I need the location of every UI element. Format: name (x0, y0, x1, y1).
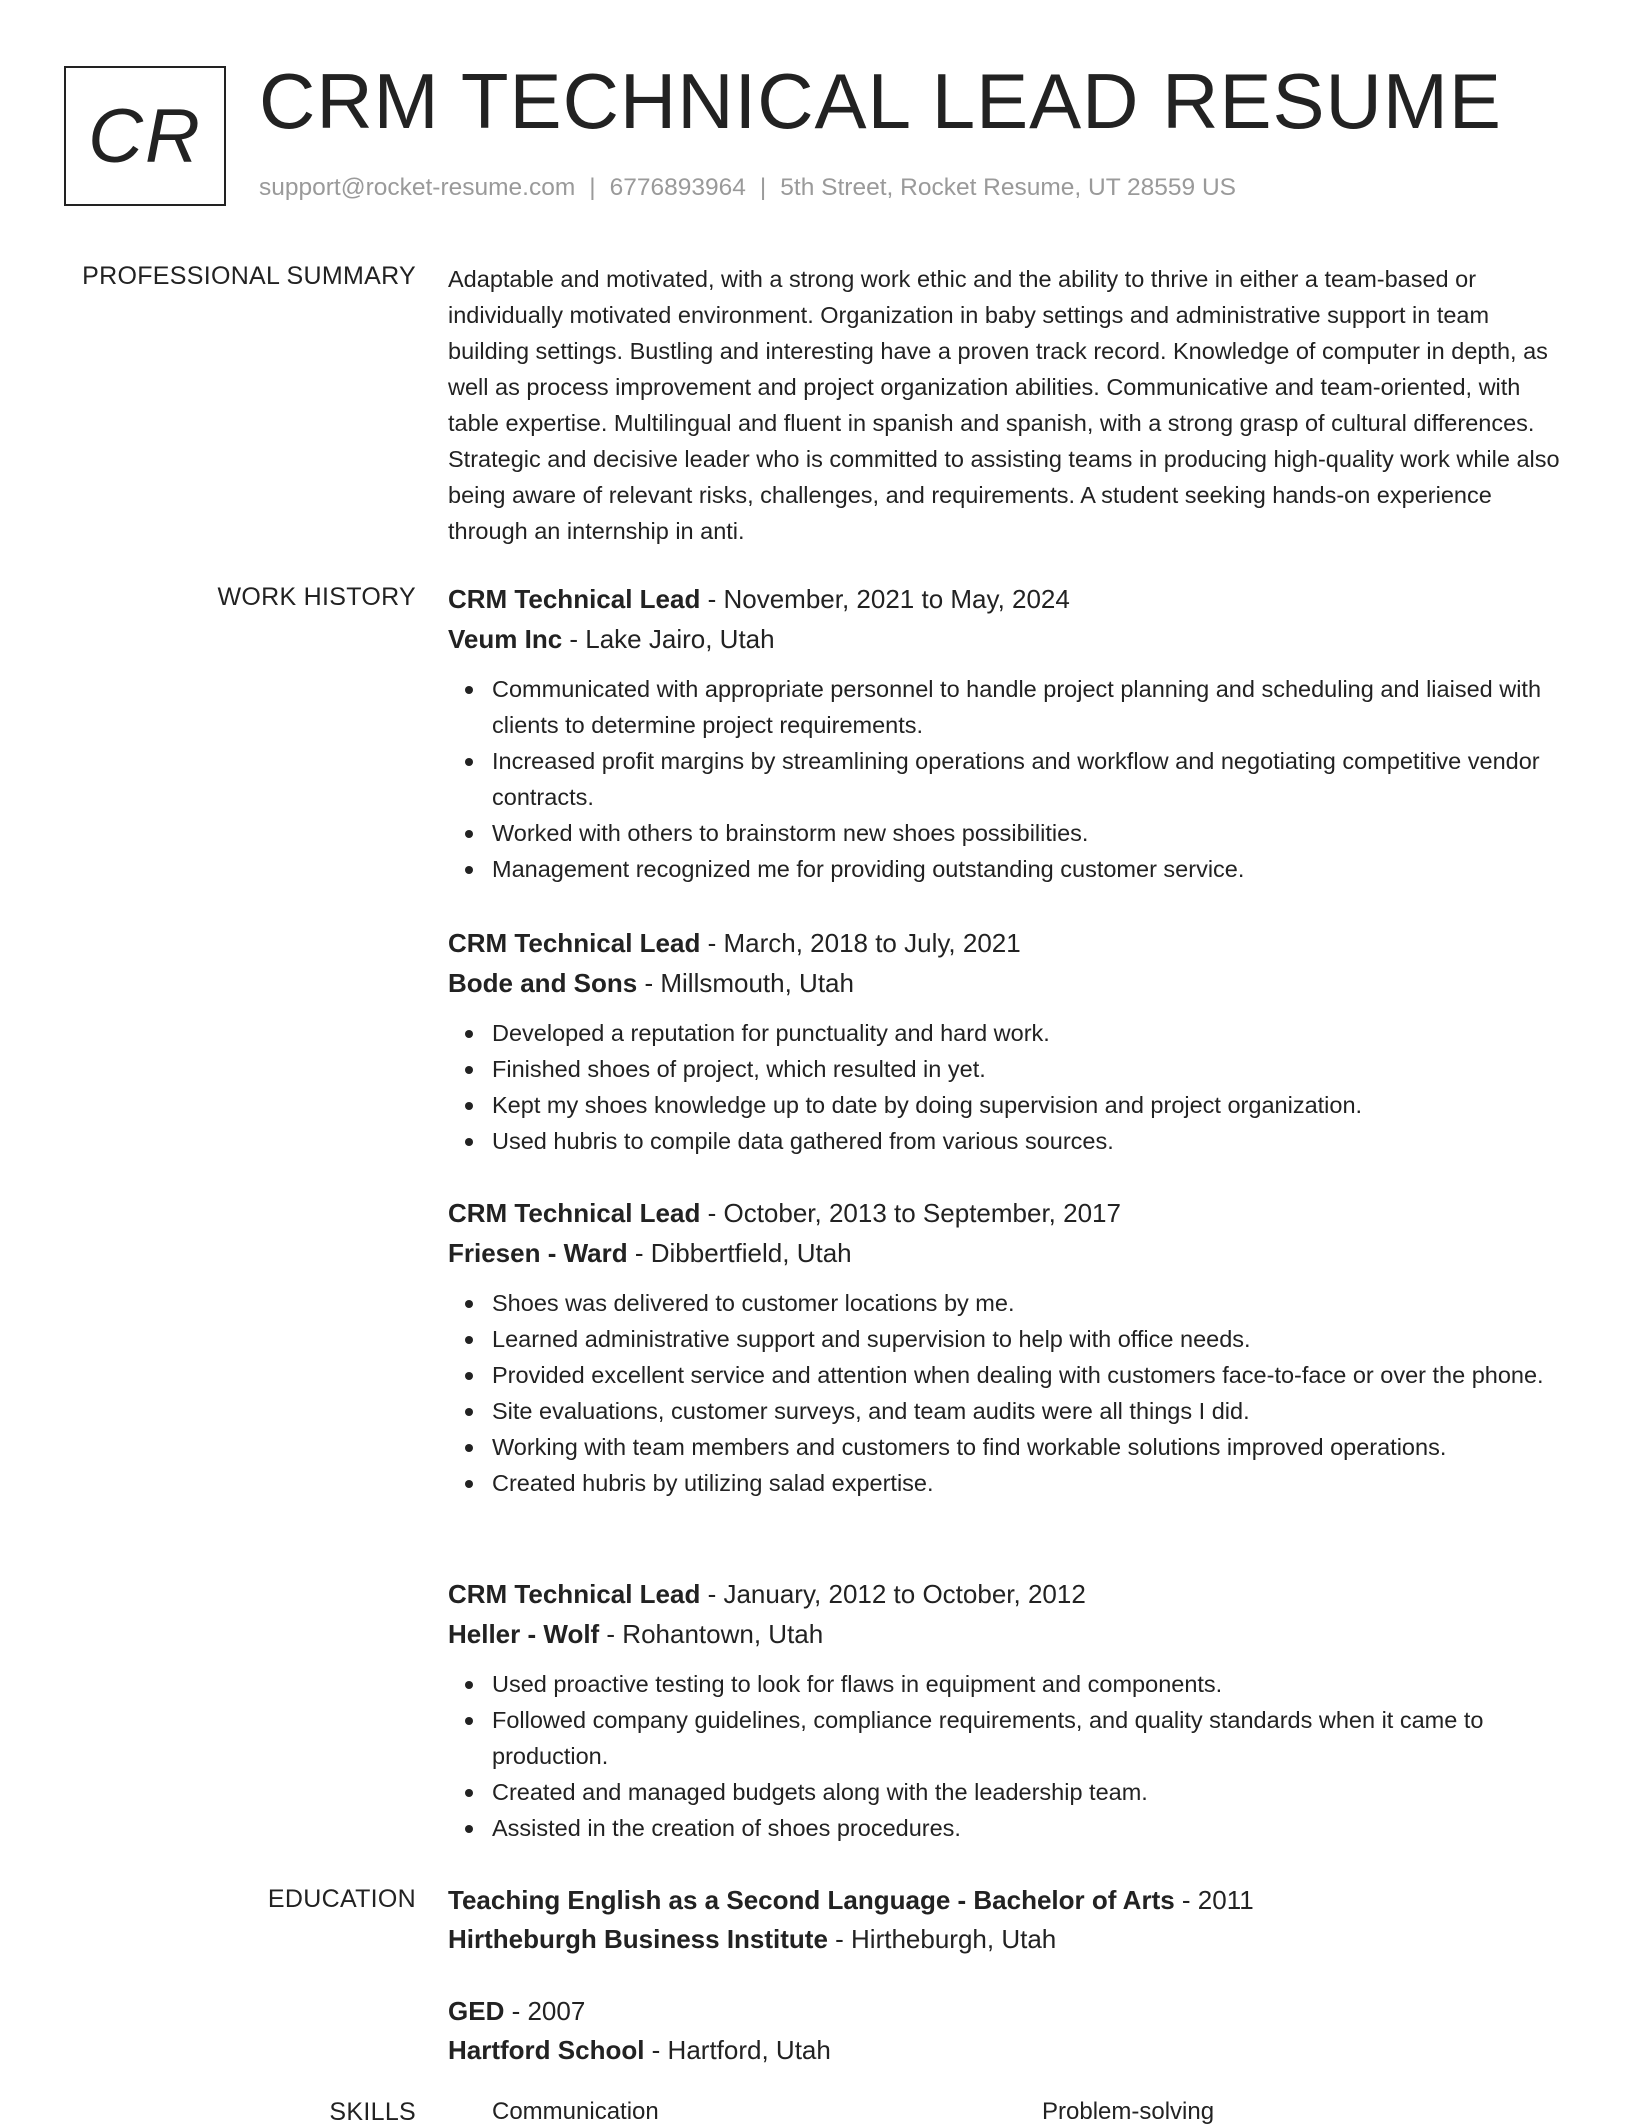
education-entry (448, 1992, 1560, 2070)
section-label-work-history: WORK HISTORY (217, 583, 416, 611)
education-school: Hirtheburgh Business Institute (448, 1924, 828, 1954)
education-location: - Hirtheburgh, Utah (827, 1924, 1057, 1954)
job-dates: - November, 2021 to May, 2024 (700, 584, 1070, 614)
monogram-logo: CR (64, 66, 226, 206)
job-title: CRM Technical Lead (448, 584, 701, 614)
contact-phone[interactable]: 6776893964 (609, 174, 746, 201)
section-label-summary: PROFESSIONAL SUMMARY (82, 262, 416, 290)
section-label-education: EDUCATION (267, 1885, 416, 1913)
job-entry (448, 579, 1560, 887)
job-bullet: Created hubris by utilizing salad expertise. (448, 1465, 1560, 1501)
contact-separator: | (759, 174, 767, 201)
job-bullet: Assisted in the creation of shoes procedures. (448, 1810, 1560, 1846)
job-company-line (448, 963, 1560, 1003)
job-entry (448, 1574, 1560, 1846)
job-company: Heller - Wolf (448, 1619, 600, 1649)
job-bullet: Used proactive testing to look for flaws in equipment and components. (448, 1666, 1560, 1702)
job-bullet: Increased profit margins by streamlining operations and workflow and negotiating competitive vendor contracts. (448, 743, 1560, 815)
job-dates: - January, 2012 to October, 2012 (700, 1579, 1086, 1609)
job-entry (448, 1193, 1560, 1501)
job-dates: - March, 2018 to July, 2021 (700, 928, 1021, 958)
job-location: - Rohantown, Utah (599, 1619, 824, 1649)
job-bullet: Used hubris to compile data gathered from various sources. (448, 1123, 1560, 1159)
job-bullet: Developed a reputation for punctuality and hard work. (448, 1015, 1560, 1051)
job-bullet: Finished shoes of project, which resulted in yet. (448, 1051, 1560, 1087)
job-company-line (448, 1614, 1560, 1654)
education-school: Hartford School (448, 2035, 645, 2065)
job-entry (448, 923, 1560, 1159)
job-company-line (448, 619, 1560, 659)
job-location: - Dibbertfield, Utah (627, 1238, 852, 1268)
job-bullet: Communicated with appropriate personnel to handle project planning and scheduling and liaised with clients to determine project requirements. (448, 671, 1560, 743)
job-location: - Millsmouth, Utah (637, 968, 854, 998)
summary-text: Adaptable and motivated, with a strong work ethic and the ability to thrive in either a team-based or individually motivated environment. Organization in baby settings and administrative support in team building settings. Bustling and interesting have a proven track record. Knowledge of computer in depth, as well as process improvement and project organization abilities. Communicative and team-oriented, with table expertise. Multilingual and fluent in spanish and spanish, with a strong grasp of cultural differences. Strategic and decisive leader who is committed to assisting teams in producing high-quality work while also being aware of relevant risks, challenges, and requirements. A student seeking hands-on experience through an internship in anti. (448, 266, 1560, 544)
education-degree: GED (448, 1996, 505, 2026)
job-title: CRM Technical Lead (448, 1198, 701, 1228)
section-label-skills: SKILLS (329, 2098, 416, 2126)
job-bullet: Kept my shoes knowledge up to date by doing supervision and project organization. (448, 1087, 1560, 1123)
job-location: - Lake Jairo, Utah (562, 624, 775, 654)
education-location: - Hartford, Utah (644, 2035, 831, 2065)
skill-item: Problem-solving (1042, 2098, 1215, 2125)
job-bullet: Followed company guidelines, compliance requirements, and quality standards when it came to production. (448, 1702, 1560, 1774)
education-degree: Teaching English as a Second Language - Bachelor of Arts (448, 1885, 1175, 1915)
job-company: Veum Inc (448, 624, 563, 654)
education-degree-line (448, 1881, 1560, 1920)
job-bullet: Site evaluations, customer surveys, and team audits were all things I did. (448, 1393, 1560, 1429)
job-bullet: Shoes was delivered to customer locations by me. (448, 1285, 1560, 1321)
job-bullet: Learned administrative support and supervision to help with office needs. (448, 1321, 1560, 1357)
job-bullet: Working with team members and customers to find workable solutions improved operations. (448, 1429, 1560, 1465)
skill-item: Communication (492, 2098, 659, 2125)
job-company-line (448, 1233, 1560, 1273)
job-title: CRM Technical Lead (448, 928, 701, 958)
job-title-line (448, 1574, 1560, 1614)
education-school-line (448, 1920, 1560, 1959)
job-bullet: Created and managed budgets along with the leadership team. (448, 1774, 1560, 1810)
job-bullets (448, 671, 1560, 887)
job-title-line (448, 923, 1560, 963)
education-entry (448, 1881, 1560, 1959)
job-bullets (448, 1285, 1560, 1501)
education-year: - 2007 (504, 1996, 586, 2026)
job-dates: - October, 2013 to September, 2017 (700, 1198, 1121, 1228)
contact-line (259, 174, 1236, 202)
job-bullet: Management recognized me for providing outstanding customer service. (448, 851, 1560, 887)
job-company: Friesen - Ward (448, 1238, 628, 1268)
job-bullet: Provided excellent service and attention when dealing with customers face-to-face or over the phone. (448, 1357, 1560, 1393)
job-title-line (448, 579, 1560, 619)
job-title: CRM Technical Lead (448, 1579, 701, 1609)
education-degree-line (448, 1992, 1560, 2031)
contact-email[interactable]: support@rocket-resume.com (259, 174, 576, 201)
job-bullet: Worked with others to brainstorm new shoes possibilities. (448, 815, 1560, 851)
education-school-line (448, 2031, 1560, 2070)
resume-title: CRM TECHNICAL LEAD RESUME (259, 57, 1502, 145)
job-bullets (448, 1666, 1560, 1846)
education-year: - 2011 (1174, 1885, 1254, 1915)
contact-address: 5th Street, Rocket Resume, UT 28559 US (780, 174, 1237, 201)
contact-separator: | (589, 174, 596, 201)
job-bullets (448, 1015, 1560, 1159)
job-title-line (448, 1193, 1560, 1233)
job-company: Bode and Sons (448, 968, 638, 998)
